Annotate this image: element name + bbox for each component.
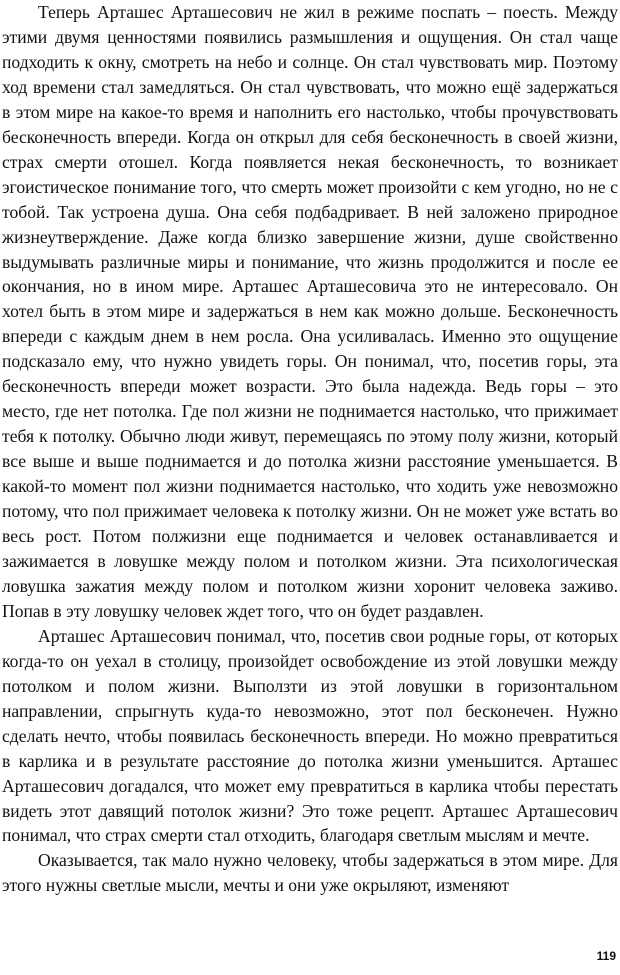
paragraph-3: Оказывается, так мало нужно человеку, чтобы задержаться в этом мире. Для этого нужны светлые мысли, мечты и они уже окрыляют, изменяют: [2, 850, 618, 896]
paragraph-1: Теперь Арташес Арташесович не жил в режиме поспать – поесть. Между этими двумя ценностями появились размышления и ощущения. Он стал чаще подходить к окну, смотреть на небо и солнце. Он стал чувствовать мир. Поэтому ход времени стал замедляться. Он стал чувствовать, что можно ещё задержаться в этом мире на какое-то время и наполнить его настолько, чтобы прочувствовать бесконечность впереди. Когда он открыл для себя бесконечность в своей жизни, страх смерти отошел. Когда появляется некая бесконечность, то возникает эгоистическое понимание того, что смерть может произойти с кем угодно, но не с тобой. Так устроена душа. Она себя подбадривает. В ней заложено природное жизнеутверждение. Даже когда близко завершение жизни, душе свойственно выдумывать различные миры и понимание, что жизнь продолжится и после ее окончания, но в ином мире. Арташес Арташесовича это не интересовало. Он хотел быть в этом мире и задержаться в нем как можно дольше. Бесконечность впереди с каждым днем в нем росла. Она усиливалась. Именно это ощущение подсказало ему, что нужно увидеть горы. Он понимал, что, посетив горы, эта бесконечность впереди может возрасти. Это была надежда. Ведь горы – это место, где нет потолка. Где пол жизни не поднимается настолько, что прижимает тебя к потолку. Обычно люди живут, перемещаясь по этому полу жизни, который все выше и выше поднимается и до потолка жизни расстояние уменьшается. В какой-то момент пол жизни поднимается настолько, что ходить уже невозможно потому, что пол прижимает человека к потолку жизни. Он не может уже встать во весь рост. Потом полжизни еще поднимается и человек останавливается и зажимается в ловушке между полом и потолком жизни. Эта психологическая ловушка зажатия между полом и потолком жизни хоронит человека заживо. Попав в эту ловушку человек ждет того, что он будет раздавлен.: [2, 2, 618, 621]
body-text: [2, 0, 618, 898]
paragraph-2: Арташес Арташесович понимал, что, посетив свои родные горы, от которых когда-то он уехал в столицу, произойдет освобождение из этой ловушки между потолком и полом жизни. Выползти из этой ловушки в горизонтальном направлении, спрыгнуть куда-то невозможно, этот пол бесконечен. Нужно сделать нечто, чтобы появилась бесконечность впереди. Но можно превратиться в карлика и в результате расстояние до потолка жизни уменьшится. Арташес Арташесович догадался, что может ему превратиться в карлика чтобы перестать видеть этот давящий потолок жизни? Это тоже рецепт. Арташес Арташесович понимал, что страх смерти стал отходить, благодаря светлым мыслям и мечте.: [2, 625, 618, 846]
page-number: 119: [596, 949, 616, 963]
